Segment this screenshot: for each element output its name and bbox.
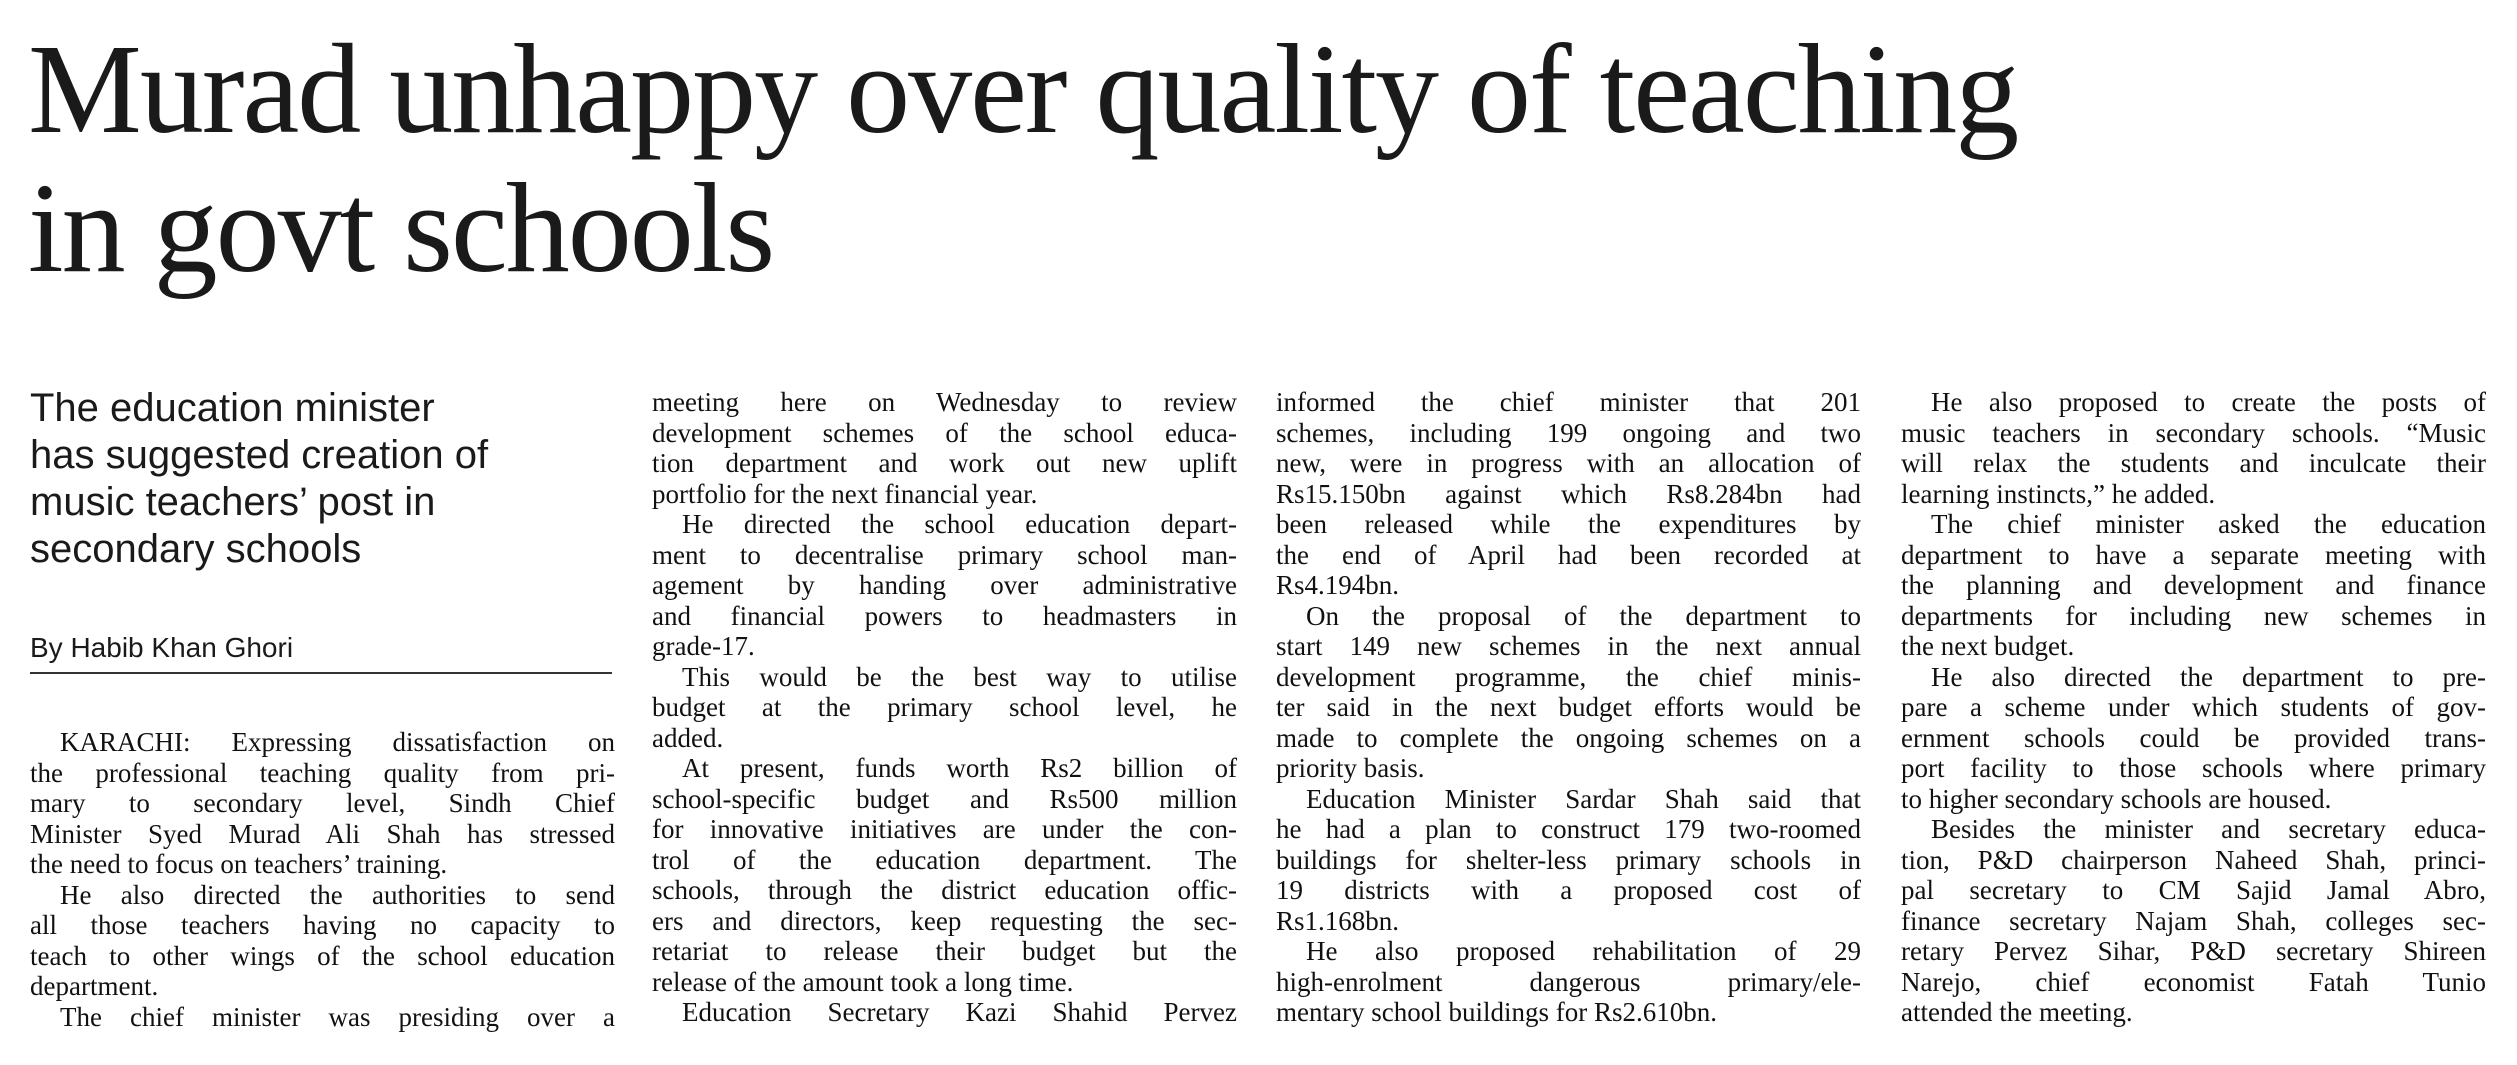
text-line: to higher secondary schools are housed. [1901,783,2332,814]
text-line: He also directed the department to pre- [1931,661,2486,692]
text-line: KARACHI: Expressing dissatisfaction on [60,727,615,757]
text-line: ernment schools could be provided trans- [1901,722,2486,753]
text-line: He also proposed to create the posts of [1931,387,2486,417]
text-line: made to complete the ongoing schemes on a [1276,722,1861,753]
text-line: Education Minister Sardar Shah said that [1306,783,1861,814]
article-column-3 [1276,387,1861,1028]
text-line: portfolio for the next financial year. [652,478,1038,509]
text-line: Narejo, chief economist Fatah Tunio [1901,966,2486,997]
text-line: ter said in the next budget efforts would be [1276,692,1861,722]
text-line: retary Pervez Sihar, P&D secretary Shireen [1901,936,2486,966]
text-line: start 149 new schemes in the next annual [1276,631,1861,661]
text-line: the professional teaching quality from pri- [30,757,615,788]
text-line: pal secretary to CM Sajid Jamal Abro, [1901,875,2486,905]
text-line: Minister Syed Murad Ali Shah has stressed [30,818,615,849]
text-line: The chief minister was presiding over a [60,1001,615,1032]
text-line: buildings for shelter-less primary schools in [1276,844,1861,875]
article-column-1 [30,727,615,1032]
text-line: This would be the best way to utilise [682,661,1237,692]
text-line: port facility to those schools where primary [1901,753,2486,783]
text-line: will relax the students and inculcate their [1901,448,2486,478]
text-line: the planning and development and finance [1901,570,2486,600]
text-line: for innovative initiatives are under the con- [652,814,1237,844]
text-line: On the proposal of the department to [1306,600,1861,631]
text-line: mentary school buildings for Rs2.610bn. [1276,997,1717,1027]
text-line: department to have a separate meeting with [1901,539,2486,570]
text-line: high-enrolment dangerous primary/ele- [1276,966,1861,997]
text-line: The chief minister asked the education [1931,509,2486,539]
text-line: ers and directors, keep requesting the sec- [652,905,1237,936]
article-column-4 [1901,387,2486,1028]
text-line: schools, through the district education offic- [652,875,1237,905]
text-line: release of the amount took a long time. [652,966,1074,997]
text-line: the next budget. [1901,631,2075,661]
text-line: 19 districts with a proposed cost of [1276,875,1861,905]
headline-line: Murad unhappy over quality of teaching [28,18,2018,160]
text-line: He directed the school education depart- [682,509,1237,539]
text-line: Rs15.150bn against which Rs8.284bn had [1276,478,1861,509]
byline-divider [30,672,612,674]
text-line: budget at the primary school level, he [652,692,1237,722]
text-line: the need to focus on teachers’ training. [30,849,448,879]
text-line: At present, funds worth Rs2 billion of [682,753,1237,783]
byline: By Habib Khan Ghori [30,632,294,663]
headline-line: in govt schools [28,157,774,299]
text-line: attended the meeting. [1901,997,2133,1027]
text-line: music teachers in secondary schools. “Music [1901,417,2486,448]
text-line: agement by handing over administrative [652,570,1237,600]
text-line: Rs4.194bn. [1276,570,1400,600]
text-line: Besides the minister and secretary educa- [1931,814,2486,844]
text-line: pare a scheme under which students of gov- [1901,692,2486,722]
text-line: He also directed the authorities to send [60,879,615,910]
text-line: and financial powers to headmasters in [652,600,1237,631]
text-line: tion department and work out new uplift [652,448,1237,478]
text-line: school-specific budget and Rs500 million [652,783,1237,814]
text-line: finance secretary Najam Shah, colleges sec- [1901,905,2486,936]
text-line: new, were in progress with an allocation of [1276,448,1861,478]
text-line: the end of April had been recorded at [1276,539,1861,570]
text-line: all those teachers having no capacity to [30,910,615,940]
deck-subheadline [30,385,620,573]
text-line: teach to other wings of the school education [30,940,615,971]
deck-line: has suggested creation of [30,433,489,477]
text-line: ment to decentralise primary school man- [652,539,1237,570]
text-line: Rs1.168bn. [1276,905,1400,936]
text-line: He also proposed rehabilitation of 29 [1306,936,1861,966]
deck-line: The education minister [30,386,435,430]
headline [28,20,2488,298]
text-line: grade-17. [652,631,755,661]
text-line: retariat to release their budget but the [652,936,1237,966]
text-line: mary to secondary level, Sindh Chief [30,788,615,818]
text-line: meeting here on Wednesday to review [652,387,1237,417]
text-line: been released while the expenditures by [1276,509,1861,539]
text-line: schemes, including 199 ongoing and two [1276,417,1861,448]
deck-line: music teachers’ post in [30,480,436,524]
deck-line: secondary schools [30,527,362,571]
text-line: learning instincts,” he added. [1901,478,2216,509]
text-line: departments for including new schemes in [1901,600,2486,631]
text-line: Education Secretary Kazi Shahid Pervez [682,997,1237,1027]
text-line: informed the chief minister that 201 [1276,387,1861,417]
article-column-2 [652,387,1237,1028]
text-line: priority basis. [1276,753,1425,783]
text-line: development schemes of the school educa- [652,417,1237,448]
text-line: tion, P&D chairperson Naheed Shah, princi- [1901,844,2486,875]
text-line: department. [30,971,159,1001]
text-line: development programme, the chief minis- [1276,661,1861,692]
text-line: trol of the education department. The [652,844,1237,875]
text-line: added. [652,722,724,753]
text-line: he had a plan to construct 179 two-roomed [1276,814,1861,844]
